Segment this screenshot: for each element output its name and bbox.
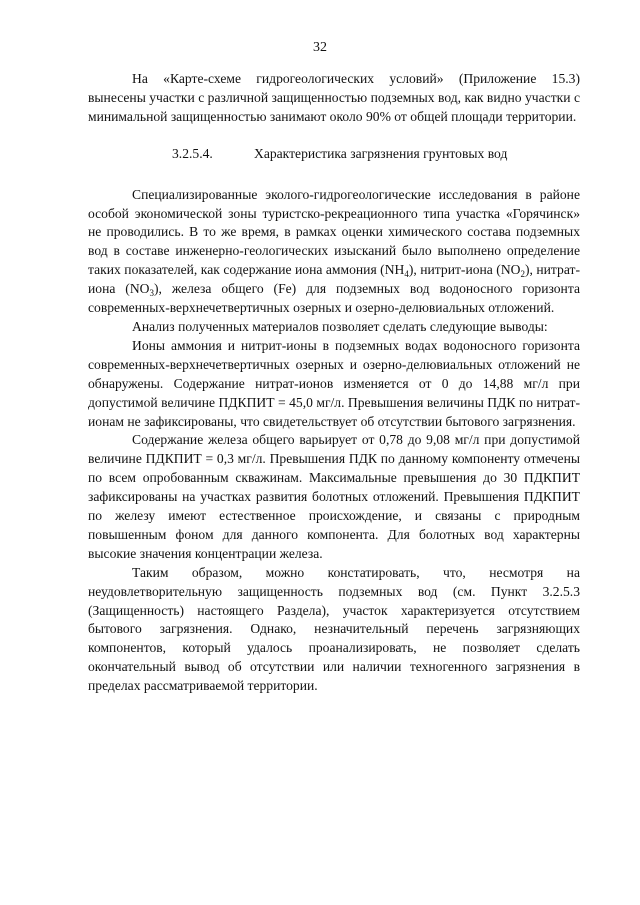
paragraph-research	[88, 186, 580, 318]
page-number: 32	[313, 40, 327, 55]
paragraph-analysis: Анализ полученных материалов позволяет сделать следующие выводы:	[132, 318, 548, 334]
paragraph-research-text-b: ), нитрит-иона (NO	[408, 262, 521, 278]
paragraph-ammonium-nitrite: Ионы аммония и нитрит-ионы в подземных водах водоносного горизонта современных-верхнечетвертичных озерных и озерно-делювиальных отложений не обнаружены. Содержание нитрат-ионов изменяется от 0 до 14,88 мг/л при допустимой величине ПДКПИТ = 45,0 мг/л. Превышения величины ПДК по нитрат-ионам не зафиксированы, что свидетельствует об отсутствии бытового загрязнения.	[88, 337, 580, 429]
section-title: Характеристика загрязнения грунтовых вод	[254, 145, 508, 161]
subscript-no2: 2	[520, 269, 525, 280]
document-body	[88, 70, 580, 696]
subscript-nh4: 4	[404, 269, 409, 280]
paragraph-research-text-c: ), нитрат-иона (NO	[88, 262, 580, 297]
paragraph-research-text-d: ), железа общего (Fe) для подземных вод водоносного горизонта современных-верхнечетвертичных озерных и озерно-делювиальных отложений.	[88, 281, 580, 316]
intro-paragraph: На «Карте-схеме гидрогеологических условий» (Приложение 15.3) вынесены участки с различной защищенностью подземных вод, как видно участки с минимальной защищенностью занимают около 90% от общей площади территории.	[88, 71, 580, 124]
subscript-no3: 3	[149, 288, 154, 299]
section-heading	[88, 145, 580, 164]
section-number: 3.2.5.4.	[172, 145, 213, 161]
paragraph-conclusion: Таким образом, можно констатировать, что, несмотря на неудовлетворительную защищенность подземных вод (см. Пункт 3.2.5.3 (Защищенность) настоящего Раздела), участок характеризуется отсутствием бытового загрязнения. Однако, незначительный перечень загрязняющих компонентов, который удалось проанализировать, не позволяет сделать окончательный вывод об отсутствии или наличии техногенного загрязнения в пределах рассматриваемой территории.	[88, 564, 580, 694]
paragraph-iron: Содержание железа общего варьирует от 0,78 до 9,08 мг/л при допустимой величине ПДКПИТ = 0,3 мг/л. Превышения ПДК по данному компоненту отмечены по всем опробованным скважинам. Максимальные превышения до 30 ПДКПИТ зафиксированы на участках развития болотных отложений. Превышения ПДКПИТ по железу имеют естественное происхождение, и связаны с природным повышенным фоном для данного компонента. Для болотных вод характерны высокие значения концентрации железа.	[88, 432, 580, 561]
paragraph-research-text-a: Специализированные эколого-гидрогеологические исследования в районе особой экономической зоны туристско-рекреационного типа участка «Горячинск» не проводились. В то же время, в рамках оценки химического состава подземных вод в составе инженерно-геологических изысканий было выполнено определение таких показателей, как содержание иона аммония (NH	[88, 186, 580, 278]
